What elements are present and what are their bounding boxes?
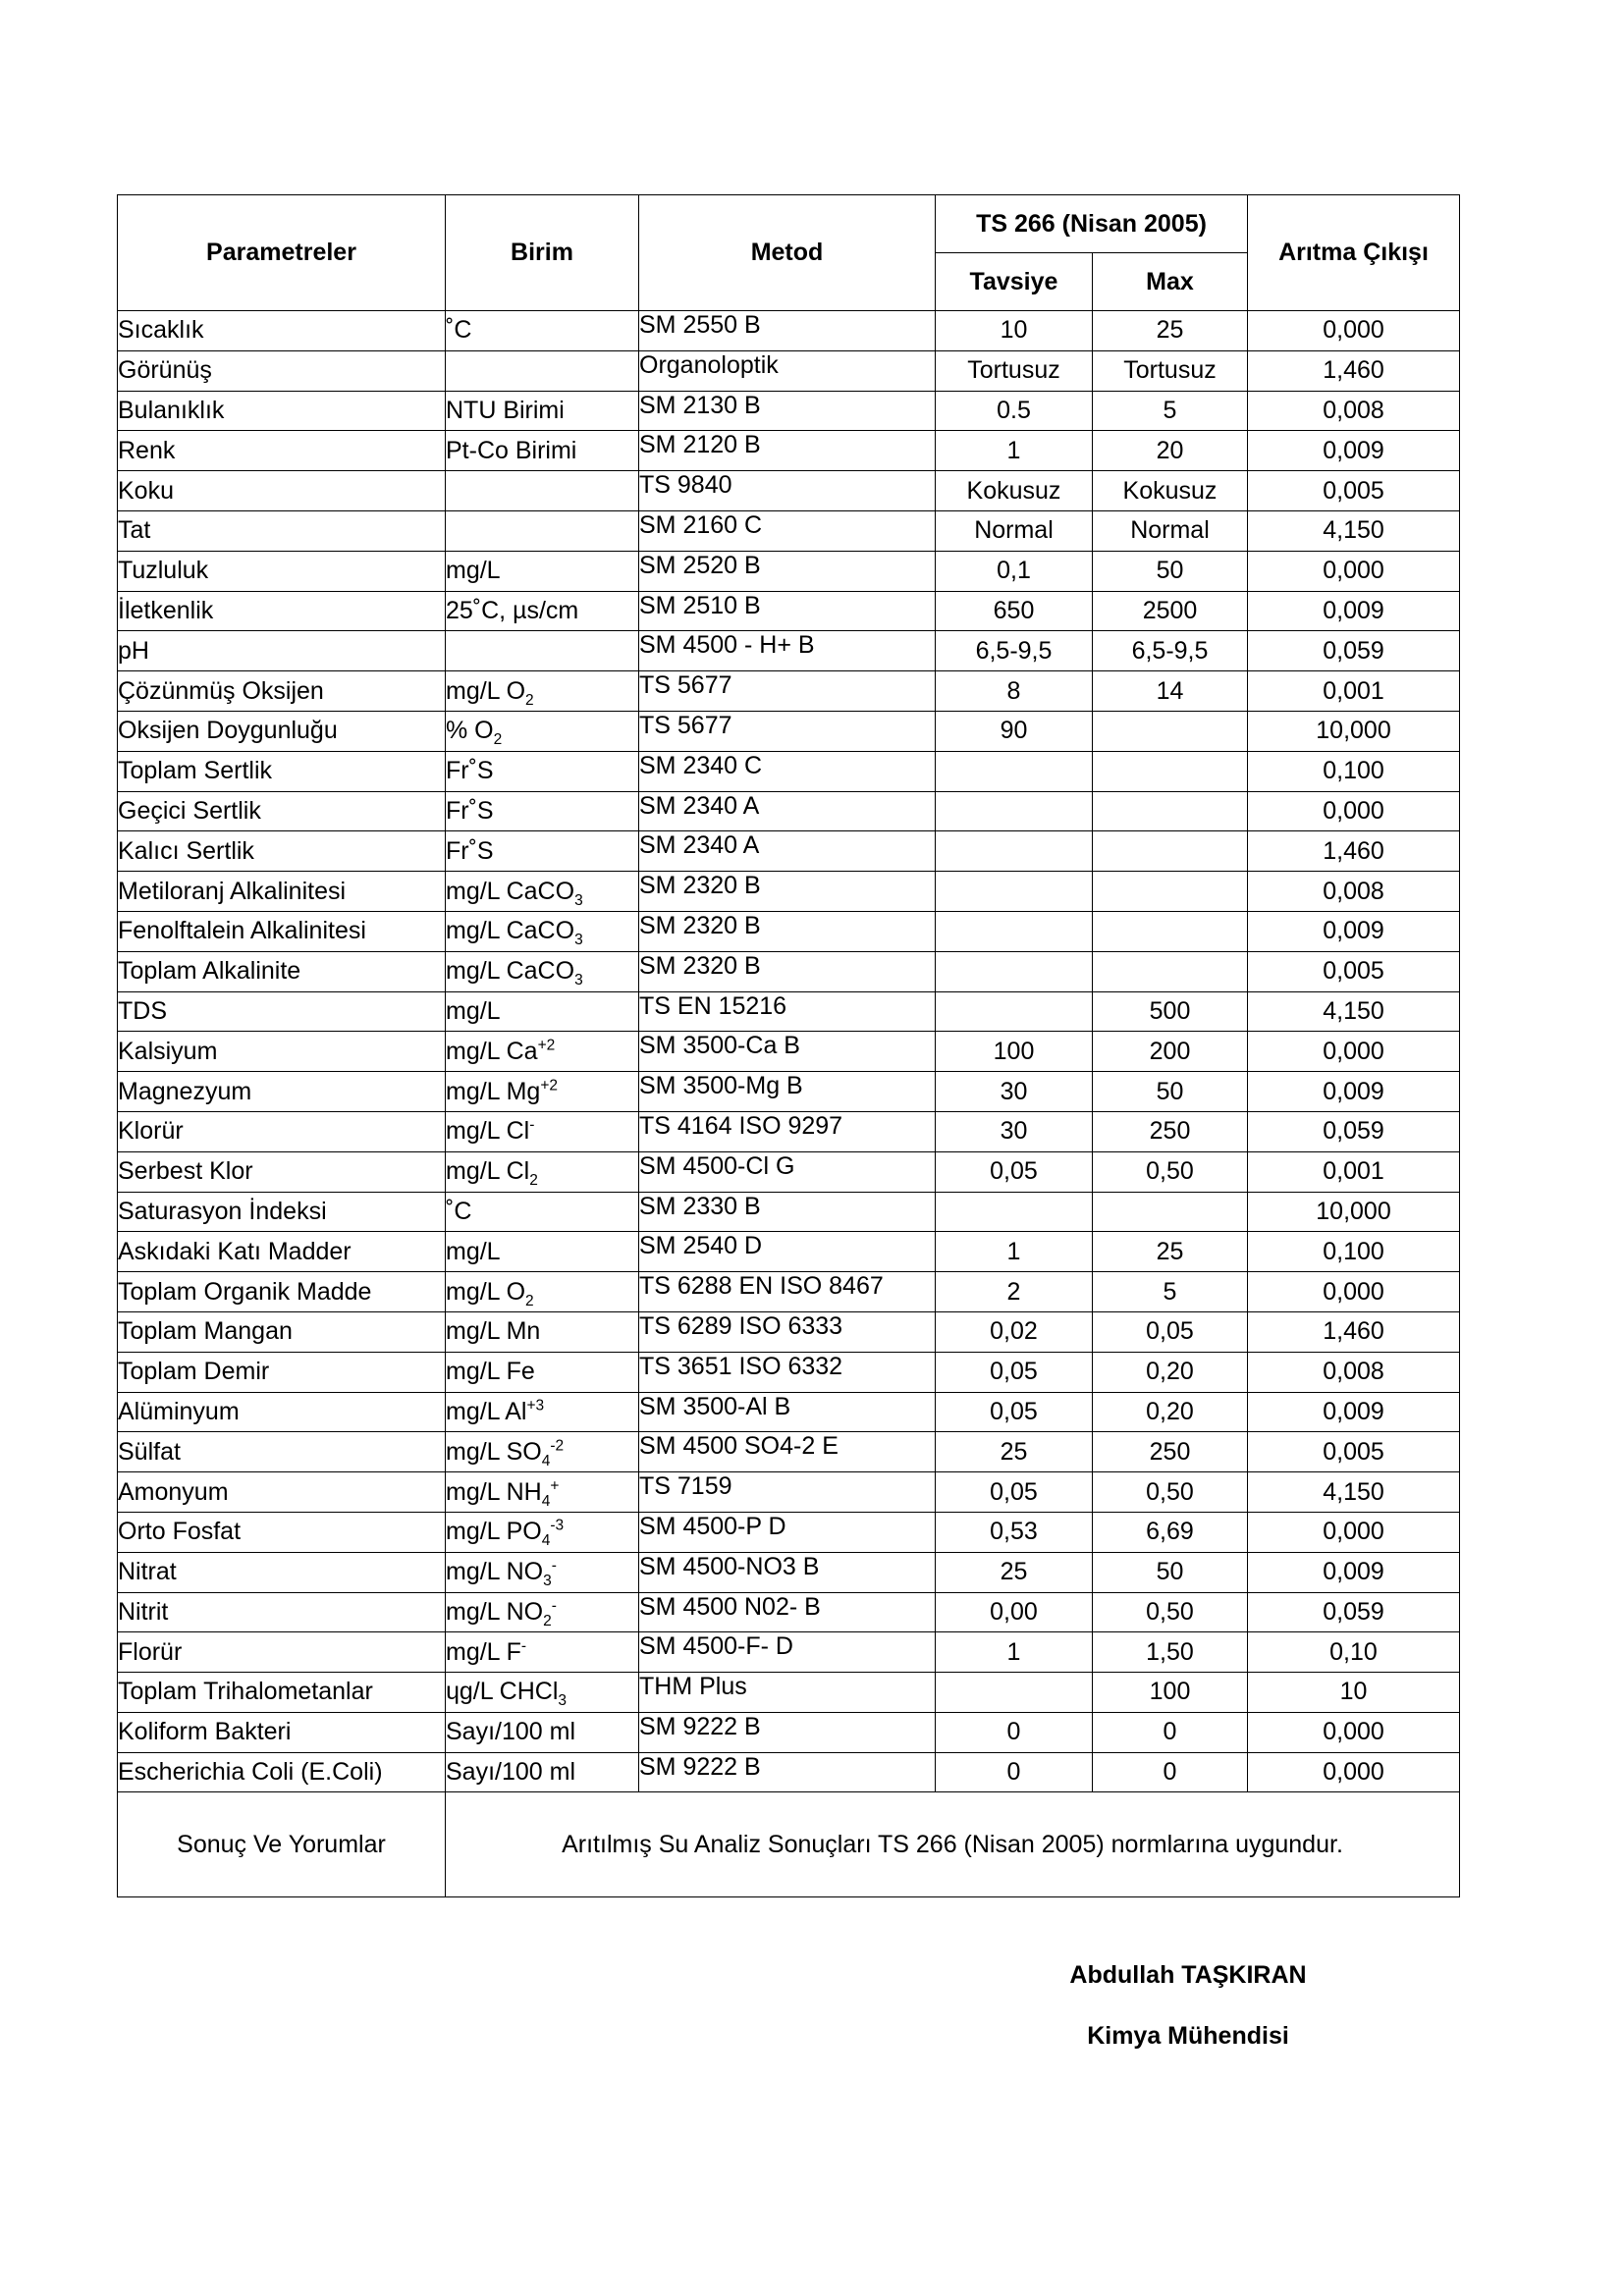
- param-cell: Koku: [118, 471, 446, 511]
- param-cell: TDS: [118, 991, 446, 1032]
- unit-cell: mg/L $NH_4^+$: [446, 1472, 639, 1513]
- aritma-cell: 1,460: [1248, 1311, 1460, 1352]
- table-row: [118, 1432, 1460, 1472]
- param-cell: Klorür: [118, 1111, 446, 1151]
- method-cell: SM 4500-P D: [639, 1512, 936, 1552]
- max-cell: 50: [1093, 1552, 1248, 1592]
- conclusion-text: Arıtılmış Su Analiz Sonuçları TS 266 (Nisan 2005) normlarına uygundur.: [446, 1792, 1460, 1897]
- aritma-cell: 4,150: [1248, 991, 1460, 1032]
- method-cell: SM 3500-Al B: [639, 1392, 936, 1432]
- max-cell: [1093, 951, 1248, 991]
- param-cell: Geçici Sertlik: [118, 791, 446, 831]
- max-cell: 0,50: [1093, 1592, 1248, 1632]
- method-cell: TS 6288 EN ISO 8467: [639, 1272, 936, 1312]
- unit-cell: mg/L: [446, 991, 639, 1032]
- table-row: [118, 1392, 1460, 1432]
- table-row: [118, 1592, 1460, 1632]
- unit-cell: Sayı/100 ml: [446, 1712, 639, 1752]
- table-row: [118, 831, 1460, 872]
- param-cell: Nitrat: [118, 1552, 446, 1592]
- param-cell: Orto Fosfat: [118, 1512, 446, 1552]
- max-cell: [1093, 1192, 1248, 1232]
- method-cell: TS 5677: [639, 671, 936, 712]
- tavsiye-cell: 1: [936, 1632, 1093, 1673]
- param-cell: Askıdaki Katı Madder: [118, 1232, 446, 1272]
- max-cell: 0: [1093, 1712, 1248, 1752]
- table-row: [118, 872, 1460, 912]
- max-cell: [1093, 791, 1248, 831]
- param-cell: Metiloranj Alkalinitesi: [118, 872, 446, 912]
- unit-cell: ˚C: [446, 311, 639, 351]
- max-cell: 20: [1093, 431, 1248, 471]
- unit-cell: mg/L $NO_3^-$: [446, 1552, 639, 1592]
- unit-cell: mg/L $O_2$: [446, 671, 639, 712]
- method-cell: SM 2340 A: [639, 831, 936, 872]
- max-cell: 200: [1093, 1032, 1248, 1072]
- aritma-cell: 0,008: [1248, 872, 1460, 912]
- aritma-cell: 0,000: [1248, 551, 1460, 591]
- table-row: [118, 1673, 1460, 1713]
- method-cell: TS 4164 ISO 9297: [639, 1111, 936, 1151]
- table-row: [118, 591, 1460, 631]
- method-cell: Organoloptik: [639, 350, 936, 391]
- method-cell: TS EN 15216: [639, 991, 936, 1032]
- param-cell: Toplam Trihalometanlar: [118, 1673, 446, 1713]
- tavsiye-cell: 0,1: [936, 551, 1093, 591]
- unit-cell: mg/L Cl-: [446, 1111, 639, 1151]
- max-cell: 25: [1093, 1232, 1248, 1272]
- unit-cell: mg/L $Ca^{+2}$: [446, 1032, 639, 1072]
- table-row: [118, 551, 1460, 591]
- param-cell: Amonyum: [118, 1472, 446, 1513]
- tavsiye-cell: Kokusuz: [936, 471, 1093, 511]
- method-cell: SM 2320 B: [639, 872, 936, 912]
- aritma-cell: 0,10: [1248, 1632, 1460, 1673]
- aritma-cell: 0,000: [1248, 1512, 1460, 1552]
- param-cell: İletkenlik: [118, 591, 446, 631]
- aritma-cell: 0,001: [1248, 1151, 1460, 1192]
- unit-cell: mg/L $NO_2^-$: [446, 1592, 639, 1632]
- tavsiye-cell: 90: [936, 711, 1093, 751]
- header-aritma-cikisi: Arıtma Çıkışı: [1248, 195, 1460, 311]
- aritma-cell: 1,460: [1248, 350, 1460, 391]
- table-row: [118, 1272, 1460, 1312]
- tavsiye-cell: [936, 791, 1093, 831]
- unit-cell: Sayı/100 ml: [446, 1752, 639, 1792]
- max-cell: 0: [1093, 1752, 1248, 1792]
- tavsiye-cell: 25: [936, 1432, 1093, 1472]
- unit-cell: % $O_2$: [446, 711, 639, 751]
- aritma-cell: 0,059: [1248, 1111, 1460, 1151]
- aritma-cell: 0,008: [1248, 1352, 1460, 1392]
- table-row: [118, 1151, 1460, 1192]
- max-cell: 1,50: [1093, 1632, 1248, 1673]
- header-metod: Metod: [639, 195, 936, 311]
- table-row: [118, 350, 1460, 391]
- table-row: [118, 951, 1460, 991]
- table-row: [118, 1712, 1460, 1752]
- table-row: [118, 1512, 1460, 1552]
- aritma-cell: 0,000: [1248, 1272, 1460, 1312]
- aritma-cell: 0,000: [1248, 311, 1460, 351]
- method-cell: SM 4500 N02- B: [639, 1592, 936, 1632]
- aritma-cell: 0,009: [1248, 431, 1460, 471]
- method-cell: SM 2330 B: [639, 1192, 936, 1232]
- method-cell: SM 9222 B: [639, 1752, 936, 1792]
- tavsiye-cell: 8: [936, 671, 1093, 712]
- table-row: [118, 1111, 1460, 1151]
- table-row: [118, 1232, 1460, 1272]
- param-cell: Saturasyon İndeksi: [118, 1192, 446, 1232]
- param-cell: Kalsiyum: [118, 1032, 446, 1072]
- unit-cell: [446, 350, 639, 391]
- max-cell: [1093, 711, 1248, 751]
- tavsiye-cell: 6,5-9,5: [936, 631, 1093, 671]
- unit-cell: Pt-Co Birimi: [446, 431, 639, 471]
- method-cell: SM 4500-Cl G: [639, 1151, 936, 1192]
- max-cell: 25: [1093, 311, 1248, 351]
- tavsiye-cell: [936, 951, 1093, 991]
- aritma-cell: 0,005: [1248, 951, 1460, 991]
- param-cell: Nitrit: [118, 1592, 446, 1632]
- unit-cell: mg/L CaCO$_3$: [446, 872, 639, 912]
- unit-cell: mg/L Fe: [446, 1352, 639, 1392]
- param-cell: Toplam Alkalinite: [118, 951, 446, 991]
- param-cell: Bulanıklık: [118, 391, 446, 431]
- header-birim: Birim: [446, 195, 639, 311]
- table-row: [118, 1032, 1460, 1072]
- tavsiye-cell: [936, 1673, 1093, 1713]
- tavsiye-cell: [936, 1192, 1093, 1232]
- method-cell: SM 2320 B: [639, 951, 936, 991]
- table-row: [118, 991, 1460, 1032]
- tavsiye-cell: 0,53: [936, 1512, 1093, 1552]
- aritma-cell: 0,000: [1248, 1032, 1460, 1072]
- method-cell: SM 2510 B: [639, 591, 936, 631]
- max-cell: [1093, 872, 1248, 912]
- method-cell: THM Plus: [639, 1673, 936, 1713]
- table-row: [118, 431, 1460, 471]
- tavsiye-cell: 0,05: [936, 1352, 1093, 1392]
- table-row: [118, 1552, 1460, 1592]
- method-cell: SM 2130 B: [639, 391, 936, 431]
- tavsiye-cell: 1: [936, 431, 1093, 471]
- method-cell: SM 4500 - H+ B: [639, 631, 936, 671]
- table-row: [118, 751, 1460, 791]
- tavsiye-cell: 30: [936, 1072, 1093, 1112]
- max-cell: 14: [1093, 671, 1248, 712]
- header-tavsiye: Tavsiye: [936, 253, 1093, 311]
- method-cell: TS 9840: [639, 471, 936, 511]
- unit-cell: [446, 510, 639, 551]
- method-cell: SM 2340 C: [639, 751, 936, 791]
- max-cell: 0,05: [1093, 1311, 1248, 1352]
- method-cell: SM 4500-F- D: [639, 1632, 936, 1673]
- unit-cell: mg/L CaCO$_3$: [446, 911, 639, 951]
- max-cell: 250: [1093, 1432, 1248, 1472]
- unit-cell: 25˚C, µs/cm: [446, 591, 639, 631]
- max-cell: 5: [1093, 1272, 1248, 1312]
- method-cell: SM 2160 C: [639, 510, 936, 551]
- max-cell: 2500: [1093, 591, 1248, 631]
- tavsiye-cell: 0,00: [936, 1592, 1093, 1632]
- method-cell: SM 2550 B: [639, 311, 936, 351]
- param-cell: Tat: [118, 510, 446, 551]
- unit-cell: mg/L $Al^{+3}$: [446, 1392, 639, 1432]
- method-cell: SM 2520 B: [639, 551, 936, 591]
- aritma-cell: 0,009: [1248, 1072, 1460, 1112]
- tavsiye-cell: [936, 872, 1093, 912]
- unit-cell: mg/L $O_2$: [446, 1272, 639, 1312]
- tavsiye-cell: 1: [936, 1232, 1093, 1272]
- tavsiye-cell: Tortusuz: [936, 350, 1093, 391]
- method-cell: TS 5677: [639, 711, 936, 751]
- table-row: [118, 1632, 1460, 1673]
- table-row: [118, 911, 1460, 951]
- max-cell: 50: [1093, 551, 1248, 591]
- aritma-cell: 0,000: [1248, 1712, 1460, 1752]
- param-cell: Toplam Organik Madde: [118, 1272, 446, 1312]
- tavsiye-cell: 0,05: [936, 1151, 1093, 1192]
- max-cell: [1093, 911, 1248, 951]
- table-row: [118, 1472, 1460, 1513]
- tavsiye-cell: 0: [936, 1712, 1093, 1752]
- max-cell: 0,50: [1093, 1151, 1248, 1192]
- unit-cell: Fr˚S: [446, 831, 639, 872]
- param-cell: Renk: [118, 431, 446, 471]
- tavsiye-cell: 10: [936, 311, 1093, 351]
- conclusion-row: [118, 1792, 1460, 1897]
- aritma-cell: 0,059: [1248, 631, 1460, 671]
- table-row: [118, 311, 1460, 351]
- param-cell: pH: [118, 631, 446, 671]
- tavsiye-cell: 100: [936, 1032, 1093, 1072]
- unit-cell: mg/L $Cl_2$: [446, 1151, 639, 1192]
- table-row: [118, 711, 1460, 751]
- table-row: [118, 791, 1460, 831]
- max-cell: 250: [1093, 1111, 1248, 1151]
- tavsiye-cell: 0: [936, 1752, 1093, 1792]
- max-cell: 100: [1093, 1673, 1248, 1713]
- tavsiye-cell: 25: [936, 1552, 1093, 1592]
- method-cell: SM 4500 SO4-2 E: [639, 1432, 936, 1472]
- method-cell: SM 2340 A: [639, 791, 936, 831]
- header-standard: TS 266 (Nisan 2005): [936, 195, 1248, 253]
- aritma-cell: 0,005: [1248, 471, 1460, 511]
- max-cell: 6,5-9,5: [1093, 631, 1248, 671]
- signature-name: Abdullah TAŞKIRAN: [1069, 1961, 1307, 1989]
- method-cell: SM 2120 B: [639, 431, 936, 471]
- table-row: [118, 1072, 1460, 1112]
- aritma-cell: 0,009: [1248, 911, 1460, 951]
- header-parametreler: Parametreler: [118, 195, 446, 311]
- unit-cell: [446, 631, 639, 671]
- aritma-cell: 4,150: [1248, 1472, 1460, 1513]
- max-cell: Normal: [1093, 510, 1248, 551]
- unit-cell: mg/L $PO_4^{-3}$: [446, 1512, 639, 1552]
- aritma-cell: 1,460: [1248, 831, 1460, 872]
- max-cell: 0,20: [1093, 1352, 1248, 1392]
- max-cell: 5: [1093, 391, 1248, 431]
- max-cell: 50: [1093, 1072, 1248, 1112]
- table-row: [118, 510, 1460, 551]
- unit-cell: ɥg/L CHCl$_3$: [446, 1673, 639, 1713]
- param-cell: Magnezyum: [118, 1072, 446, 1112]
- param-cell: Florür: [118, 1632, 446, 1673]
- method-cell: SM 3500-Ca B: [639, 1032, 936, 1072]
- aritma-cell: 0,000: [1248, 791, 1460, 831]
- max-cell: [1093, 751, 1248, 791]
- tavsiye-cell: 30: [936, 1111, 1093, 1151]
- table-row: [118, 671, 1460, 712]
- table-row: [118, 1352, 1460, 1392]
- tavsiye-cell: 0,02: [936, 1311, 1093, 1352]
- table-row: [118, 391, 1460, 431]
- method-cell: TS 6289 ISO 6333: [639, 1311, 936, 1352]
- unit-cell: NTU Birimi: [446, 391, 639, 431]
- max-cell: 0,50: [1093, 1472, 1248, 1513]
- param-cell: Toplam Mangan: [118, 1311, 446, 1352]
- conclusion-label: Sonuç Ve Yorumlar: [118, 1792, 446, 1897]
- max-cell: [1093, 831, 1248, 872]
- table-row: [118, 1311, 1460, 1352]
- unit-cell: Fr˚S: [446, 791, 639, 831]
- unit-cell: ˚C: [446, 1192, 639, 1232]
- param-cell: Görünüş: [118, 350, 446, 391]
- max-cell: Kokusuz: [1093, 471, 1248, 511]
- tavsiye-cell: [936, 991, 1093, 1032]
- tavsiye-cell: 0,05: [936, 1472, 1093, 1513]
- aritma-cell: 10,000: [1248, 711, 1460, 751]
- param-cell: Sülfat: [118, 1432, 446, 1472]
- table-row: [118, 1752, 1460, 1792]
- tavsiye-cell: 0.5: [936, 391, 1093, 431]
- param-cell: Çözünmüş Oksijen: [118, 671, 446, 712]
- tavsiye-cell: 0,05: [936, 1392, 1093, 1432]
- param-cell: Tuzluluk: [118, 551, 446, 591]
- method-cell: SM 3500-Mg B: [639, 1072, 936, 1112]
- aritma-cell: 0,008: [1248, 391, 1460, 431]
- param-cell: Serbest Klor: [118, 1151, 446, 1192]
- param-cell: Kalıcı Sertlik: [118, 831, 446, 872]
- param-cell: Toplam Sertlik: [118, 751, 446, 791]
- param-cell: Koliform Bakteri: [118, 1712, 446, 1752]
- aritma-cell: 10: [1248, 1673, 1460, 1713]
- method-cell: SM 4500-NO3 B: [639, 1552, 936, 1592]
- method-cell: SM 2320 B: [639, 911, 936, 951]
- aritma-cell: 0,000: [1248, 1752, 1460, 1792]
- max-cell: Tortusuz: [1093, 350, 1248, 391]
- unit-cell: [446, 471, 639, 511]
- signature-title: Kimya Mühendisi: [1087, 2022, 1289, 2050]
- tavsiye-cell: 650: [936, 591, 1093, 631]
- param-cell: Oksijen Doygunluğu: [118, 711, 446, 751]
- tavsiye-cell: [936, 751, 1093, 791]
- param-cell: Fenolftalein Alkalinitesi: [118, 911, 446, 951]
- unit-cell: mg/L $Mg^{+2}$: [446, 1072, 639, 1112]
- tavsiye-cell: [936, 831, 1093, 872]
- aritma-cell: 10,000: [1248, 1192, 1460, 1232]
- table-body: [118, 311, 1460, 1792]
- unit-cell: mg/L: [446, 1232, 639, 1272]
- aritma-cell: 0,059: [1248, 1592, 1460, 1632]
- max-cell: 500: [1093, 991, 1248, 1032]
- aritma-cell: 0,001: [1248, 671, 1460, 712]
- aritma-cell: 0,100: [1248, 751, 1460, 791]
- aritma-cell: 0,009: [1248, 1552, 1460, 1592]
- aritma-cell: 0,100: [1248, 1232, 1460, 1272]
- unit-cell: Fr˚S: [446, 751, 639, 791]
- method-cell: SM 9222 B: [639, 1712, 936, 1752]
- tavsiye-cell: Normal: [936, 510, 1093, 551]
- unit-cell: mg/L: [446, 551, 639, 591]
- table-row: [118, 1192, 1460, 1232]
- table-row: [118, 471, 1460, 511]
- unit-cell: mg/L $SO_4^{-2}$: [446, 1432, 639, 1472]
- max-cell: 0,20: [1093, 1392, 1248, 1432]
- tavsiye-cell: 2: [936, 1272, 1093, 1312]
- aritma-cell: 0,009: [1248, 591, 1460, 631]
- analysis-table: [117, 194, 1460, 1897]
- unit-cell: mg/L CaCO$_3$: [446, 951, 639, 991]
- tavsiye-cell: [936, 911, 1093, 951]
- max-cell: 6,69: [1093, 1512, 1248, 1552]
- table-row: [118, 631, 1460, 671]
- param-cell: Alüminyum: [118, 1392, 446, 1432]
- header-max: Max: [1093, 253, 1248, 311]
- param-cell: Toplam Demir: [118, 1352, 446, 1392]
- method-cell: TS 7159: [639, 1472, 936, 1513]
- aritma-cell: 0,009: [1248, 1392, 1460, 1432]
- param-cell: Sıcaklık: [118, 311, 446, 351]
- unit-cell: mg/L Mn: [446, 1311, 639, 1352]
- unit-cell: mg/L F-: [446, 1632, 639, 1673]
- method-cell: TS 3651 ISO 6332: [639, 1352, 936, 1392]
- aritma-cell: 4,150: [1248, 510, 1460, 551]
- method-cell: SM 2540 D: [639, 1232, 936, 1272]
- param-cell: Escherichia Coli (E.Coli): [118, 1752, 446, 1792]
- aritma-cell: 0,005: [1248, 1432, 1460, 1472]
